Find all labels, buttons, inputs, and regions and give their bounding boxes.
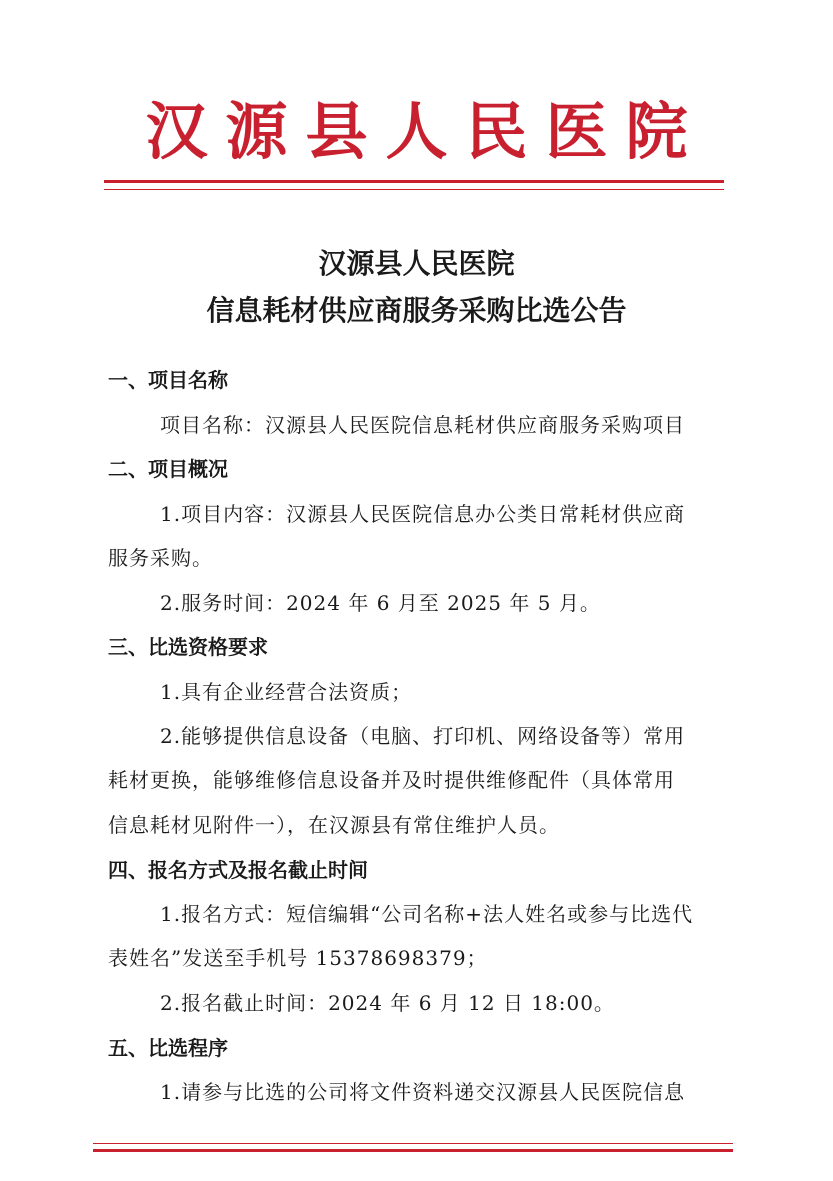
- paragraph-line: 项目名称：汉源县人民医院信息耗材供应商服务采购项目: [160, 413, 685, 437]
- paragraph-line: 1.项目内容：汉源县人民医院信息办公类日常耗材供应商: [160, 502, 686, 526]
- paragraph-line: 服务采购。: [108, 546, 213, 570]
- section-heading: 一、项目名称: [108, 368, 228, 392]
- section-heading: 四、报名方式及报名截止时间: [108, 858, 368, 882]
- paragraph-line: 1.报名方式：短信编辑“公司名称+法人姓名或参与比选代: [160, 902, 694, 926]
- paragraph-line: 1.请参与比选的公司将文件资料递交汉源县人民医院信息: [160, 1080, 686, 1104]
- section-heading: 二、项目概况: [108, 457, 228, 481]
- paragraph-line: 1.具有企业经营合法资质；: [160, 680, 413, 704]
- paragraph-line: 2.服务时间：2024 年 6 月至 2025 年 5 月。: [160, 591, 601, 615]
- paragraph-line: 耗材更换，能够维修信息设备并及时提供维修配件（具体常用: [108, 768, 675, 792]
- paragraph-line: 2.能够提供信息设备（电脑、打印机、网络设备等）常用: [160, 724, 686, 748]
- section-heading: 五、比选程序: [108, 1036, 228, 1060]
- footer-rule-thin: [93, 1143, 733, 1144]
- masthead-rule-thick: [104, 180, 724, 183]
- paragraph-line: 2.报名截止时间：2024 年 6 月 12 日 18:00。: [160, 991, 615, 1015]
- footer-rule-thick: [93, 1149, 733, 1152]
- section-heading: 三、比选资格要求: [108, 635, 268, 659]
- title-line-2: 信息耗材供应商服务采购比选公告: [206, 294, 627, 327]
- title-line-1: 汉源县人民医院: [318, 247, 515, 280]
- paragraph-line: 表姓名”发送至手机号 15378698379；: [108, 946, 488, 970]
- paragraph-line: 信息耗材见附件一），在汉源县有常住维护人员。: [108, 813, 560, 837]
- masthead-rule-thin: [104, 189, 724, 190]
- organization-masthead: 汉源县人民医院: [145, 95, 706, 168]
